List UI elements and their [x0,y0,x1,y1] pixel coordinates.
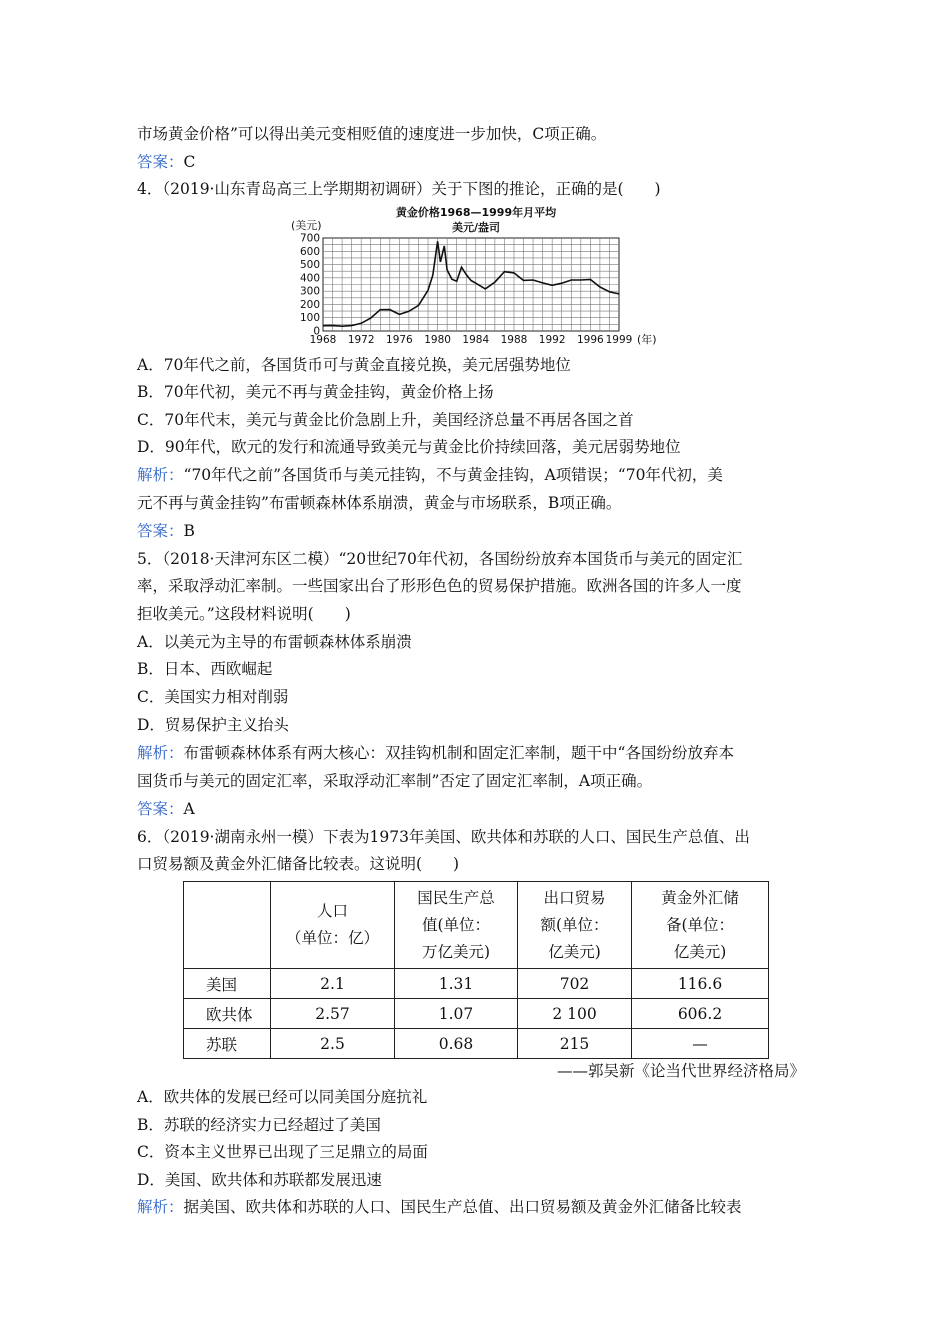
analysis-label: 解析： [137,466,184,484]
option-6b: B．苏联的经济实力已经超过了美国 [137,1116,381,1134]
table-header-cell [271,882,395,969]
table-cell: 702 [518,969,632,999]
answer-line-1 [137,152,817,172]
analysis-label: 解析： [137,1198,184,1216]
analysis-4-line-2: 元不再与黄金挂钩”布雷顿森林体系崩溃，黄金与市场联系，B项正确。 [137,494,622,512]
table-cell: — [632,1029,769,1059]
table-cell: 116.6 [632,969,769,999]
y-tick-label: 200 [299,298,320,311]
table-cell: 欧共体 [184,999,271,1029]
table-cell: 606.2 [632,999,769,1029]
gold-price-chart [290,205,660,353]
header-line: 出口贸易 [543,888,606,907]
header-line: 黄金外汇储 [661,888,739,907]
option-4a: A．70年代之前，各国货币可与黄金直接兑换，美元居强势地位 [137,356,571,374]
option-4d: D．90年代，欧元的发行和流通导致美元与黄金比价持续回落，美元居弱势地位 [137,438,681,456]
table-cell: 1.31 [395,969,518,999]
header-line: 备(单位： [665,915,735,934]
line-1: 市场黄金价格”可以得出美元变相贬值的速度进一步加快，C项正确。 [137,125,607,143]
x-tick-label: 1976 [386,334,413,346]
chart-title: 黄金价格1968—1999年月平均 [395,206,557,219]
table-row [184,969,769,999]
answer-label: 答案： [137,800,184,818]
table-cell: 1.07 [395,999,518,1029]
option-6a: A．欧共体的发展已经可以同美国分庭抗礼 [137,1088,428,1106]
answer-label: 答案： [137,153,184,171]
table-source: ——郭吴新《论当代世界经济格局》 [556,1062,805,1080]
table-cell: 215 [518,1029,632,1059]
y-tick-label: 500 [299,259,320,272]
y-axis-label: (美元) [291,219,322,232]
option-5a: A．以美元为主导的布雷顿森林体系崩溃 [137,633,412,651]
chart-subtitle: 美元/盎司 [451,221,501,234]
table-header-cell [632,882,769,969]
comparison-table [183,881,769,1059]
answer-label: 答案： [137,522,184,540]
x-axis-label: (年) [637,333,657,346]
option-5b: B．日本、西欧崛起 [137,660,273,678]
table-cell: 2.5 [271,1029,395,1059]
table-cell: 0.68 [395,1029,518,1059]
analysis-label: 解析： [137,744,184,762]
analysis-5-line-2: 国货币与美元的固定汇率，采取浮动汇率制”否定了固定汇率制，A项正确。 [137,772,653,790]
answer-value: C [183,153,196,171]
option-5d: D．贸易保护主义抬头 [137,716,289,734]
option-6c: C．资本主义世界已出现了三足鼎立的局面 [137,1143,428,1161]
option-5c: C．美国实力相对削弱 [137,688,289,706]
answer-value: A [183,800,195,818]
analysis-text: 布雷顿森林体系有两大核心：双挂钩机制和固定汇率制，题干中“各国纷纷放弃本 [183,744,734,762]
y-tick-label: 700 [299,232,320,245]
analysis-5-line-1 [137,743,817,763]
table-cell: 美国 [184,969,271,999]
answer-5 [137,799,817,819]
analysis-6-line-1 [137,1197,817,1217]
table-cell: 苏联 [184,1029,271,1059]
x-tick-label: 1988 [500,334,528,346]
y-tick-label: 600 [299,245,320,258]
x-tick-label: 1972 [347,334,375,346]
option-4b: B．70年代初，美元不再与黄金挂钩，黄金价格上扬 [137,383,494,401]
x-tick-label: 1992 [538,334,566,346]
table-header-cell [184,882,271,969]
answer-value: B [183,522,195,540]
table-row [184,999,769,1029]
table-header-cell [518,882,632,969]
table-row [184,1029,769,1059]
y-tick-label: 300 [299,285,320,298]
analysis-4-line-1 [137,465,817,485]
question-5-stem-1: 5．（2018·天津河东区二模）“20世纪70年代初，各国纷纷放弃本国货币与美元的固定汇 [137,550,743,568]
analysis-text: 据美国、欧共体和苏联的人口、国民生产总值、出口贸易额及黄金外汇储备比较表 [183,1198,742,1216]
header-line: 国民生产总 [417,888,495,907]
y-tick-label: 100 [299,312,320,325]
analysis-text: “70年代之前”各国货币与美元挂钩，不与黄金挂钩，A项错误；“70年代初，美 [183,466,723,484]
gold-price-series-line [323,241,619,326]
y-tick-label: 400 [299,272,320,285]
header-line: 亿美元) [673,942,727,961]
question-4-stem: 4．（2019·山东青岛高三上学期期初调研）关于下图的推论，正确的是( ) [137,180,661,198]
x-tick-label: 1980 [424,334,451,346]
y-tick-label: 0 [313,325,320,338]
answer-4 [137,521,817,541]
x-tick-label: 1968 [309,334,337,346]
option-4c: C．70年代末，美元与黄金比价急剧上升，美国经济总量不再居各国之首 [137,411,634,429]
header-line: 亿美元) [548,942,601,961]
table-cell: 2.1 [271,969,395,999]
question-5-stem-3: 拒收美元。”这段材料说明( ) [137,605,351,623]
header-line: 人口 [316,902,348,920]
table-header-cell [395,882,518,969]
header-line: 额(单位： [540,915,609,934]
question-6-stem-2: 口贸易额及黄金外汇储备比较表。这说明( ) [137,855,460,873]
question-5-stem-2: 率，采取浮动汇率制。一些国家出台了形形色色的贸易保护措施。欧洲各国的许多人一度 [137,577,742,595]
header-line: 值(单位： [421,915,491,934]
table-cell: 2.57 [271,999,395,1029]
table-header-row [184,882,769,969]
option-6d: D．美国、欧共体和苏联都发展迅速 [137,1171,382,1189]
x-tick-label: 1996 [576,334,604,346]
header-line: 万亿美元) [421,942,491,961]
x-tick-label: 1984 [462,334,490,346]
x-tick-label: 1999 [605,334,633,346]
question-6-stem-1: 6．（2019·湖南永州一模）下表为1973年美国、欧共体和苏联的人口、国民生产总值、出 [137,828,750,846]
header-line: （单位：亿） [285,929,379,947]
table-cell: 2 100 [518,999,632,1029]
